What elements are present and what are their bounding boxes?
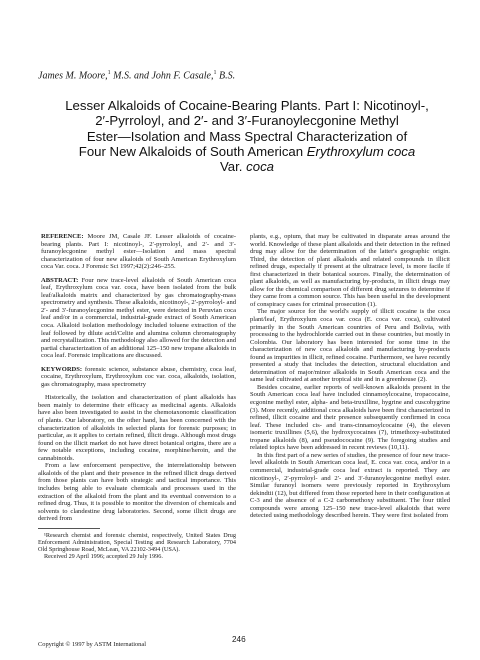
author-1-name: James M. Moore,	[38, 70, 108, 82]
title-line-1: Lesser Alkaloids of Cocaine-Bearing Plants. Part I: Nicotinoyl-,	[65, 98, 429, 113]
title-line-5-variety: coca	[246, 159, 274, 175]
title-line-3: Ester—Isolation and Mass Spectral Characterization of	[86, 128, 408, 144]
keywords-label: KEYWORDS:	[41, 365, 83, 373]
abstract-paragraph	[41, 277, 236, 360]
title-line-4-species: Erythroxylum coca	[306, 143, 416, 159]
body-paragraph-5: Besides cocaine, earlier reports of well-known alkaloids present in the South American coca leaf have included cinnamoylcocaine, tropacocaine, ecgonine methyl ester, alpha- and beta-truxilline, hygrine and cuscohygrine (3). More recently, additional coca alkaloids have been first characterized in refined, illicit cocaine and their presence subsequently confirmed in coca leaf. These included cis- and trans-cinnamoylcocaine (4), the eleven isomeric truxillines (5,6), the hydroxycocaines (7), trimethoxy-substituted tropane alkaloids (8), and pseudococaine (9). The foregoing studies and related topics have been addressed in recent reviews (10,11).	[250, 383, 450, 452]
abstract-text: Four new trace-level alkaloids of South American coca leaf, Erythroxylum coca var. coca, have been isolated from the bulk leaf/alkaloids matrix and characterized by gas chromatography-mass spectrometry and synthesis. These alkaloids, nicotinoyl-, 2′-pyrroloyl- and 2′- and 3′-furanoylecgonine methyl ester, were detected in Peruvian coca leaf and/or in a commercial, industrial-grade extract of South American coca. Alkaloid isolation methodology included toluene extraction of the leaf followed by dilute acid/Celite and alumina column chromatography and recrystallization. This methodology also allowed for the detection and partial characterization of an additional 125–150 new tropane alkaloids in coca leaf. Forensic implications are discussed.	[41, 276, 236, 360]
body-paragraph-3: plants, e.g., opium, that may be cultivated in disparate areas around the world. Knowledge of these plant alkaloids and their detection in the refined drug may allow for the determination of the latter's geographic origin. Third, the detection of plant alkaloids and related compounds in illicit refined drugs, especially if present at the ultratrace level, is more facile if first characterized in their botanical sources. Finally, the determination of plant alkaloids, as well as manufacturing by-products, in illicit drugs may allow for the chemical comparison of different drug seizures to determine if they came from a common source. This has been useful in the development of conspiracy cases for criminal prosecution (1).	[250, 233, 450, 308]
body-paragraph-6: In this first part of a new series of studies, the presence of four new trace-level alkaloids in South American coca leaf, E. coca var. coca, and/or in a commercial, industrial-grade coca leaf extract is reported. They are nicotinoyl-, 2′-pyrroloyl- and 2′- and 3′-furanoylecgonine methyl ester. Similar furanoyl isomers were previously reported in Erythroxylum dekindtii (12), but differed from those reported here in their configuration at C-3 and the absence of a C-2 carbomethoxy substituent. The four titled compounds were among 125–150 new trace-level alkaloids that were detected using methodology described herein. They were first isolated from	[250, 451, 450, 520]
title-line-2: 2′-Pyrroloyl, and 2′- and 3′-Furanoylecgonine Methyl	[95, 113, 399, 129]
abstract-block	[38, 277, 236, 360]
page-number: 246	[232, 635, 246, 644]
body-paragraph-2: From a law enforcement perspective, the interrelationship between alkaloids of the plant and their presence in the refined illicit drugs derived from those plants can have both strategic and tactical importance. This includes being able to evaluate chemicals and processes used in the extraction of the alkaloid from the plant and its eventual conversion to a refined drug. Thus, it is possible to monitor the diversion of chemicals and solvents to clandestine drug laboratories. Second, some illicit drugs are derived from	[38, 462, 236, 523]
footnote-received: Received 29 April 1996; accepted 29 July 1996.	[44, 553, 163, 561]
reference-text: Moore JM, Casale JF. Lesser alkaloids of cocaine-bearing plants. Part I: nicotinoyl-, 2′-pyrroloyl, and 2′- and 3′-furanoylecgonine methyl ester—Isolation and mass spectral characterization of four new alkaloids of South American Erythroxylum coca Var. coca. J Forensic Sci 1997;42(2):246–255.	[41, 233, 236, 271]
body-paragraph-4: The major source for the world's supply of illicit cocaine is the coca plant/leaf, Erythroxylum coca var. coca (E. coca var. coca), cultivated primarily in the South American countries of Peru and Bolivia, with processing to the hydrochloride carried out in these countries, but mostly in Colombia. Our laboratory has been interested for some time in the characterization of new coca alkaloids and manufacturing by-products found as impurities in illicit, refined cocaine. Furthermore, we have recently presented a study that includes the detection, structural elucidation and determination of major/minor alkaloids in South American coca and the same leaf cultivated at another tropical site and in a greenhouse (2).	[250, 308, 450, 384]
right-column	[250, 233, 450, 520]
author-1-footnote-mark: 1	[107, 70, 111, 76]
keywords-paragraph	[41, 366, 236, 389]
copyright-notice: Copyright © 1997 by ASTM International	[38, 641, 146, 648]
title-line-5-text: Var.	[219, 159, 247, 175]
author-2-degree: B.S.	[216, 70, 236, 82]
reference-block	[38, 233, 236, 271]
author-1-degree: M.S.	[110, 70, 132, 82]
author-line	[38, 70, 448, 81]
footnote-affiliation: ¹Research chemist and forensic chemist, respectively, United States Drug Enforcement Administration, Special Testing and Research Laboratory, 7704 Old Springhouse Road, McLean, VA 22102-3494 (USA).	[38, 531, 236, 554]
keywords-block	[38, 366, 236, 389]
body-paragraph-1: Historically, the isolation and characterization of plant alkaloids has been mainly to determine their efficacy as medicinal agents. Alkaloids have also been investigated to assist in the chemotaxonomic classification of plants. Our laboratory, on the other hand, has been concerned with the characterization of alkaloids in selected plants for forensic purposes; in particular, as it applies to certain refined, illicit drugs. Although most drugs found on the illicit market do not have direct botanical origins, there are a few notable exceptions, including cocaine, morphine/heroin, and the cannabinoids.	[38, 394, 236, 462]
keywords-text: forensic science, substance abuse, chemistry, coca leaf, cocaine, Erythroxylum, Erythroxylum coc var. coca, alkaloids, isolation, gas chromatography, mass spectrometry	[41, 365, 236, 388]
title-line-5	[42, 159, 452, 174]
paper-title	[42, 98, 452, 174]
title-line-4-text: Four New Alkaloids of South American	[78, 143, 307, 159]
reference-label: REFERENCE:	[41, 233, 84, 240]
title-line-4	[42, 144, 452, 159]
reference-paragraph	[41, 233, 236, 271]
left-column	[38, 233, 236, 561]
footnotes	[38, 532, 236, 561]
author-conjunction: and	[131, 70, 152, 82]
author-2-name: John F. Casale,	[151, 70, 214, 82]
footnote-divider	[38, 528, 100, 529]
author-2-footnote-mark: 1	[213, 70, 217, 76]
abstract-label: ABSTRACT:	[41, 276, 79, 284]
